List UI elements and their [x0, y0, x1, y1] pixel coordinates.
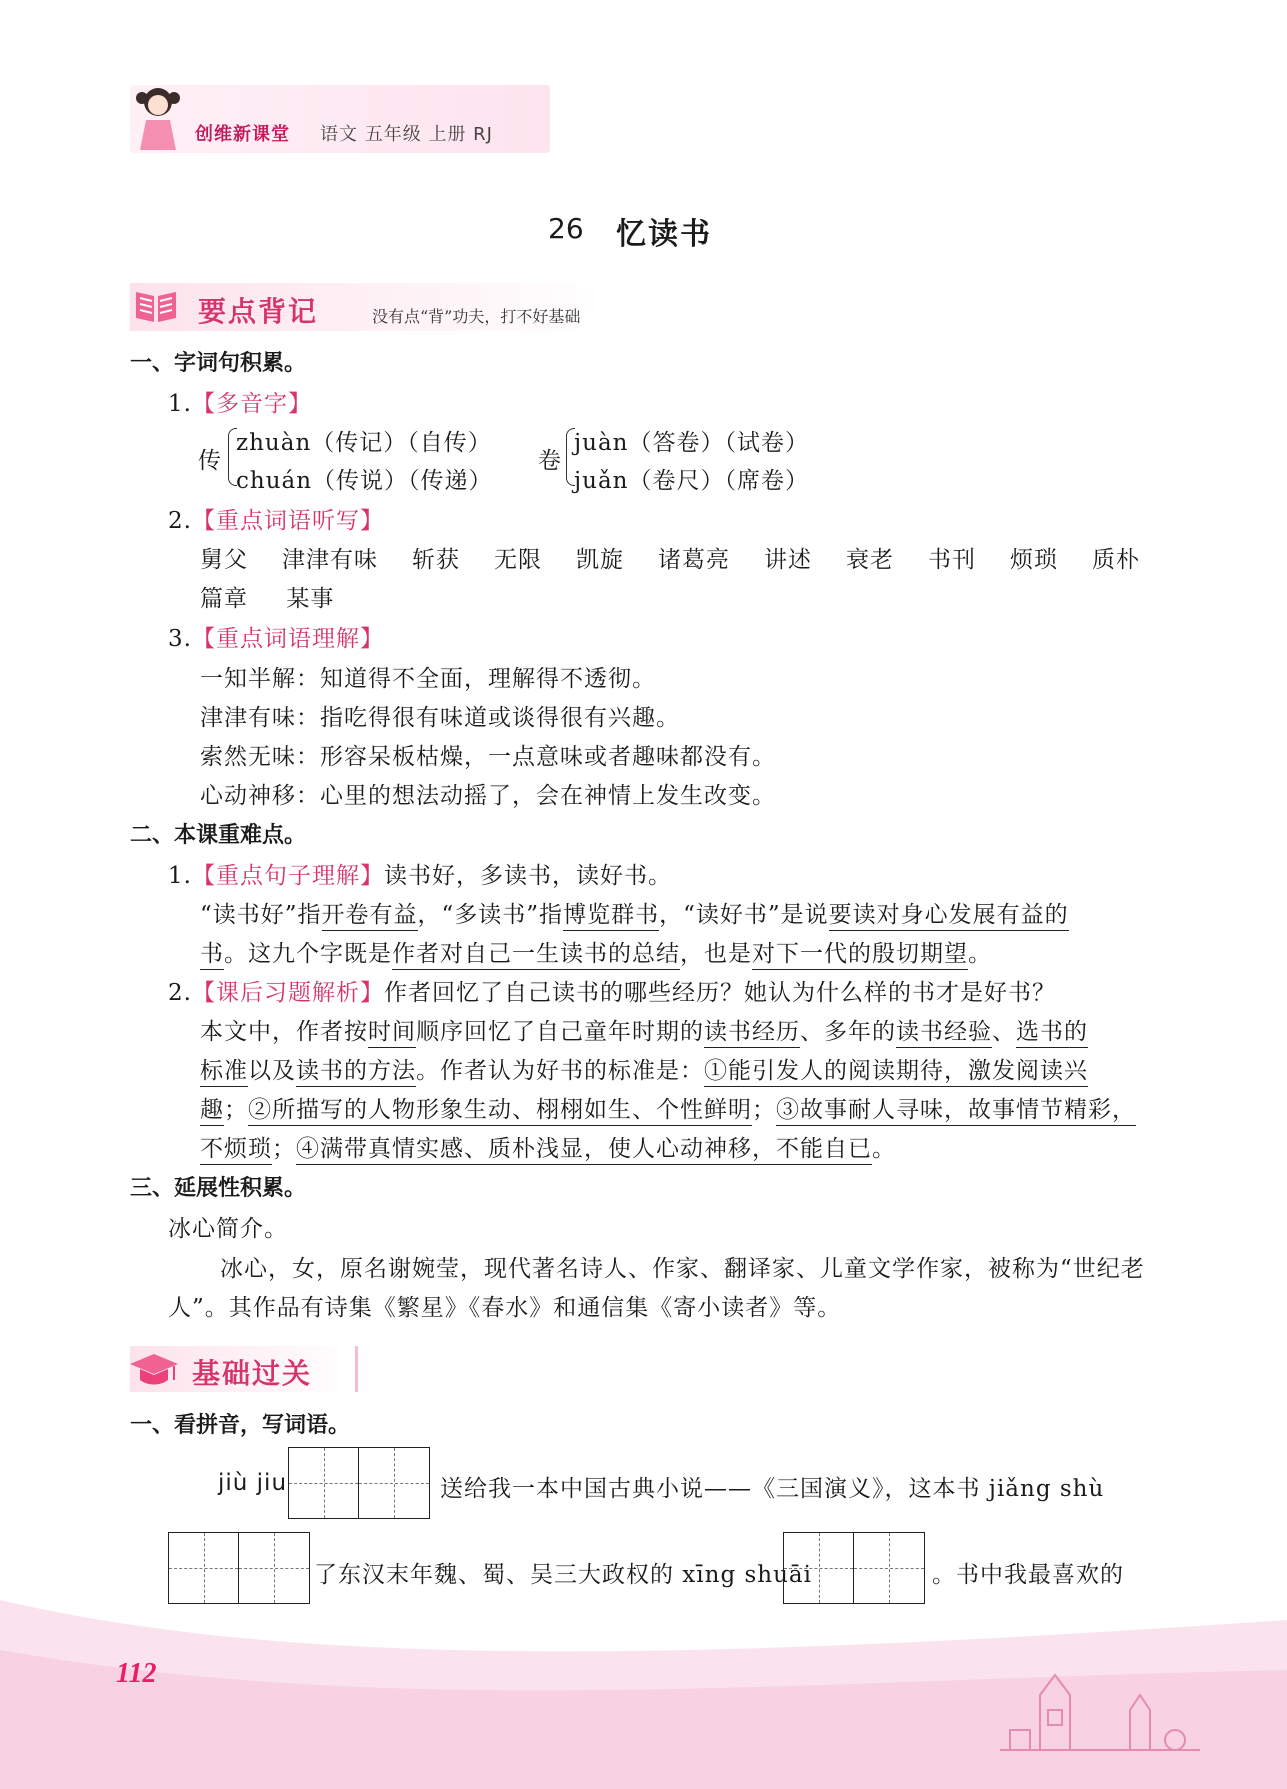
- item3-row: [168, 620, 384, 653]
- answer-key: 要读对身心发展有益的: [829, 902, 1069, 931]
- word: 书刊: [928, 547, 976, 573]
- answer-key: 读书的方法: [296, 1058, 416, 1087]
- answer-key: ①能引发人的阅读期待，激发阅读兴: [704, 1058, 1088, 1087]
- answer-line: [200, 1052, 1088, 1085]
- answer-text: ，“多读书”指: [417, 902, 564, 928]
- definition-line: 一知半解：知道得不全面，理解得不透彻。: [200, 666, 656, 692]
- part3-heading: 三、延展性积累。: [130, 1176, 307, 1201]
- answer-key: ④满带真情实感、质朴浅显，使人心动神移，不能自已: [296, 1136, 872, 1165]
- word: 烦琐: [1010, 547, 1058, 573]
- item-number: 1.: [168, 391, 192, 417]
- polyphone-reading: chuán（传说）（传递）: [236, 468, 493, 494]
- answer-text: “读书好”指: [200, 902, 322, 928]
- answer-boxes[interactable]: [783, 1532, 925, 1604]
- exercise-heading: 一、看拼音，写词语。: [130, 1413, 351, 1438]
- answer-key: ③故事耐人寻味，故事情节精彩，: [776, 1097, 1136, 1126]
- answer-key: 标准: [200, 1058, 248, 1087]
- word: 诸葛亮: [658, 547, 730, 573]
- girl-mascot-icon: [128, 80, 188, 155]
- answer-text: 。: [872, 1136, 896, 1162]
- answer-text: ；: [224, 1097, 248, 1123]
- castle-icon: [1000, 1650, 1200, 1760]
- answer-boxes[interactable]: [288, 1447, 430, 1519]
- item1-row: [168, 385, 312, 418]
- writing-cell[interactable]: [239, 1533, 309, 1603]
- item-number: 2.: [168, 508, 192, 534]
- polyphone-reading: juàn（答卷）（试卷）: [574, 430, 809, 456]
- bingxin-subheading: 冰心简介。: [168, 1216, 288, 1242]
- part2-item1-row: [168, 857, 672, 890]
- answer-text: 。: [968, 941, 992, 967]
- item2-row: [168, 502, 384, 535]
- answer-text: 以及: [248, 1058, 296, 1084]
- item-tag: 【重点句子理解】: [191, 863, 384, 889]
- item-tag: 【多音字】: [191, 391, 312, 417]
- part2-item2-row: [168, 974, 1056, 1007]
- polyphone-char: 卷: [538, 448, 561, 474]
- word: 凯旋: [576, 547, 624, 573]
- dictation-words: [200, 541, 1140, 574]
- answer-text: 。这九个字既是: [224, 941, 392, 967]
- exercise-text: 。书中我最喜欢的: [932, 1562, 1124, 1588]
- item-number: 1.: [168, 863, 192, 889]
- answer-text: ，“读好书”是说: [659, 902, 829, 928]
- answer-text: 本文中，作者按: [200, 1019, 368, 1045]
- item-number: 3.: [168, 626, 192, 652]
- word: 津津有味: [282, 547, 378, 573]
- word: 舅父: [200, 547, 248, 573]
- answer-key: 开卷有益: [322, 902, 418, 931]
- item-question: 读书好，多读书，读好书。: [383, 863, 672, 889]
- dictation-words-row2: [200, 580, 334, 613]
- exercise-text: 送给我一本中国古典小说——《三国演义》，这本书 jiǎng shù: [440, 1476, 1105, 1502]
- answer-text: 、多年的: [800, 1019, 896, 1045]
- page-number: 112: [116, 1658, 157, 1689]
- brand-name: 创维新课堂: [195, 124, 290, 145]
- part2-heading: 二、本课重难点。: [130, 823, 307, 848]
- definition-line: 心动神移：心里的想法动摇了，会在神情上发生改变。: [200, 783, 776, 809]
- graduation-cap-icon: [128, 1348, 180, 1392]
- section-title-basics: 基础过关: [192, 1357, 313, 1390]
- item-tag: 【重点词语听写】: [191, 508, 384, 534]
- answer-text: ；: [272, 1136, 296, 1162]
- bingxin-paragraph-line: 人”。其作品有诗集《繁星》《春水》和通信集《寄小读者》等。: [168, 1295, 842, 1321]
- word: 衰老: [846, 547, 894, 573]
- book-icon: [132, 286, 180, 326]
- answer-boxes[interactable]: [168, 1532, 310, 1604]
- word: 某事: [286, 586, 335, 612]
- bingxin-paragraph-line: 冰心，女，原名谢婉莹，现代著名诗人、作家、翻译家、儿童文学作家，被称为“世纪老: [220, 1256, 1145, 1282]
- polyphone-char: 传: [198, 448, 221, 474]
- answer-line: [200, 1091, 1136, 1124]
- answer-key: 读书经历: [704, 1019, 800, 1048]
- word: 质朴: [1092, 547, 1140, 573]
- answer-key: 时间: [368, 1019, 416, 1048]
- writing-cell[interactable]: [854, 1533, 924, 1603]
- answer-line: [200, 896, 1069, 929]
- answer-text: ，也是: [680, 941, 752, 967]
- word: 讲述: [764, 547, 812, 573]
- polyphone-reading: juǎn（卷尺）（席卷）: [574, 468, 809, 494]
- word: 篇章: [200, 586, 248, 612]
- item-tag: 【课后习题解析】: [191, 980, 384, 1006]
- answer-text: 。作者认为好书的标准是：: [416, 1058, 704, 1084]
- answer-key: 对下一代的殷切期望: [752, 941, 968, 970]
- word: 斩获: [412, 547, 460, 573]
- answer-key: 不烦琐: [200, 1136, 272, 1165]
- answer-key: 书: [200, 941, 224, 970]
- definition-line: 索然无味：形容呆板枯燥，一点意味或者趣味都没有。: [200, 744, 776, 770]
- definition-line: 津津有味：指吃得很有味道或谈得很有兴趣。: [200, 705, 680, 731]
- answer-key: 选书的: [1016, 1019, 1088, 1048]
- answer-key: ②所描写的人物形象生动、栩栩如生、个性鲜明: [248, 1097, 752, 1126]
- answer-key: 作者对自己一生读书的总结: [392, 941, 680, 970]
- answer-text: 顺序回忆了自己童年时期的: [416, 1019, 704, 1045]
- answer-line: [200, 1130, 896, 1163]
- answer-line: [200, 1013, 1088, 1046]
- writing-cell[interactable]: [289, 1448, 359, 1518]
- writing-cell[interactable]: [359, 1448, 429, 1518]
- writing-cell[interactable]: [169, 1533, 239, 1603]
- item-number: 2.: [168, 980, 192, 1006]
- section-motto: 没有点“背”功夫，打不好基础: [372, 307, 581, 326]
- word: 无限: [494, 547, 542, 573]
- answer-line: [200, 935, 992, 968]
- answer-text: 、: [992, 1019, 1016, 1045]
- part1-heading: 一、字词句积累。: [130, 351, 307, 376]
- answer-text: ；: [752, 1097, 776, 1123]
- subject-label: 语文 五年级 上册 RJ: [320, 124, 493, 145]
- lesson-number: 26: [548, 212, 584, 245]
- lesson-title: 忆读书: [616, 217, 712, 252]
- section-title-keypoints: 要点背记: [198, 295, 319, 328]
- answer-key: 趣: [200, 1097, 224, 1126]
- item-tag: 【重点词语理解】: [191, 626, 384, 652]
- item-question: 作者回忆了自己读书的哪些经历？她认为什么样的书才是好书？: [383, 980, 1056, 1006]
- answer-key: 读书经验: [896, 1019, 992, 1048]
- writing-cell[interactable]: [784, 1533, 854, 1603]
- answer-key: 博览群书: [563, 902, 659, 931]
- polyphone-reading: zhuàn（传记）（自传）: [236, 430, 492, 456]
- pinyin-prompt: jiù jiu: [218, 1470, 288, 1496]
- exercise-text: 了东汉末年魏、蜀、吴三大政权的 xīng shuāi: [314, 1562, 812, 1588]
